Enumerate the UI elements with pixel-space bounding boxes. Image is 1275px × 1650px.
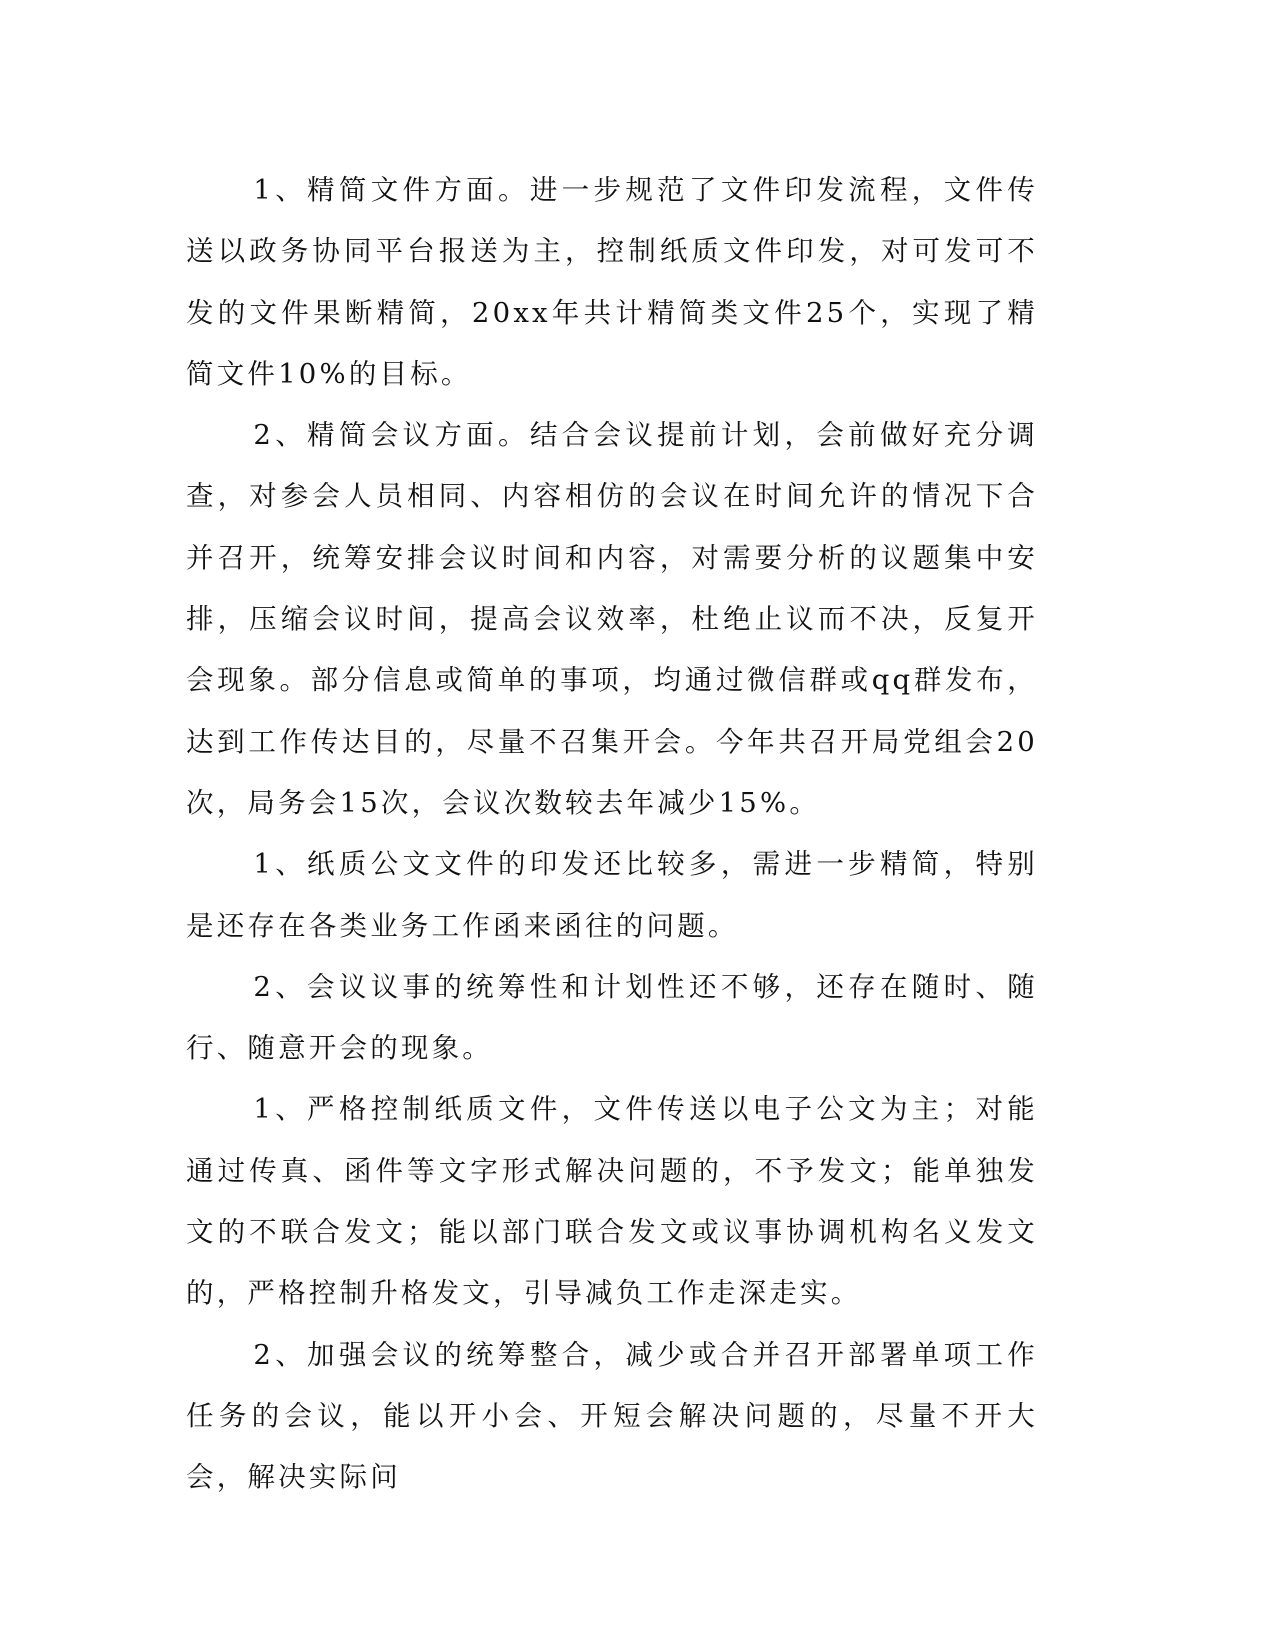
paragraph-measure-documents: 1、严格控制纸质文件，文件传送以电子公文为主；对能通过传真、函件等文字形式解决问题的，不予发文；能单独发文的不联合发文；能以部门联合发文或议事协调机构名义发文的，严格控制升格发文，引导减负工作走深走实。 xyxy=(186,1093,1038,1310)
paragraph-simplify-meetings: 2、精简会议方面。结合会议提前计划，会前做好充分调查，对参会人员相同、内容相仿的会议在时间允许的情况下合并召开，统筹安排会议时间和内容，对需要分析的议题集中安排，压缩会议时间，提高会议效率，杜绝止议而不决，反复开会现象。部分信息或简单的事项，均通过微信群或qq群发布，达到工作传达目的，尽量不召集开会。今年共召开局党组会20次，局务会15次，会议次数较去年减少15%。 xyxy=(186,419,1038,819)
paragraph-problem-meetings: 2、会议议事的统筹性和计划性还不够，还存在随时、随行、随意开会的现象。 xyxy=(186,970,1038,1065)
paragraph-measure-meetings: 2、加强会议的统筹整合，减少或合并召开部署单项工作任务的会议，能以开小会、开短会解决问题的，尽量不开大会，解决实际问 xyxy=(186,1338,1038,1494)
document-body xyxy=(186,160,1038,1509)
paragraph-simplify-documents: 1、精简文件方面。进一步规范了文件印发流程，文件传送以政务协同平台报送为主，控制纸质文件印发，对可发可不发的文件果断精简，20xx年共计精简类文件25个，实现了精简文件10%的目标。 xyxy=(186,174,1038,390)
paragraph-problem-documents: 1、纸质公文文件的印发还比较多，需进一步精简，特别是还存在各类业务工作函来函往的问题。 xyxy=(186,848,1038,942)
